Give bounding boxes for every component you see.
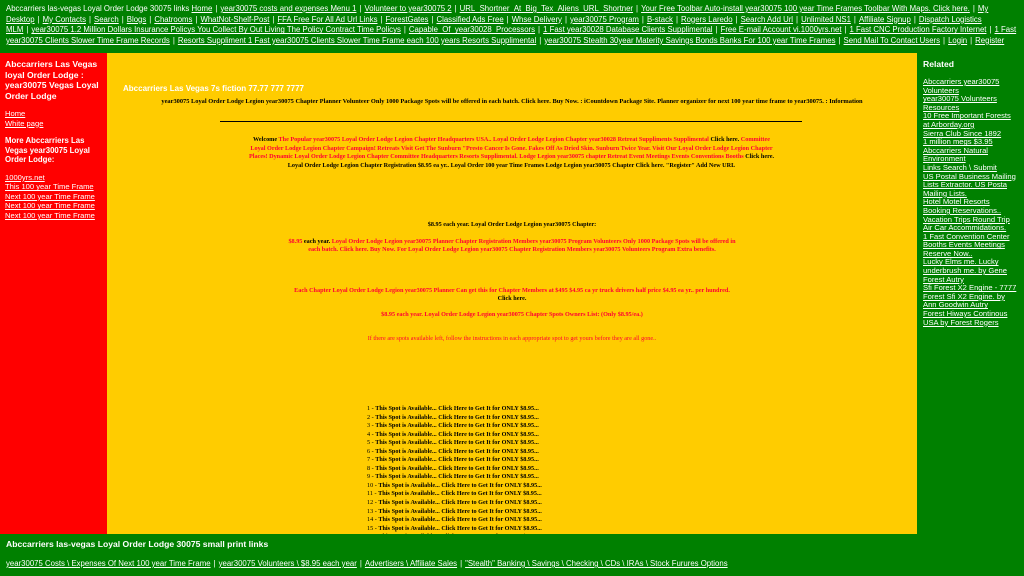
main-content	[107, 53, 917, 534]
footer-title: Abccarriers las-vegas Loyal Order Lodge 30075 small print links	[6, 539, 269, 549]
left-link-1000yrs[interactable]: 1000yrs.net	[5, 172, 45, 182]
top-nav-link[interactable]: Home	[191, 4, 213, 13]
left-sidebar-title: Abccarriers Las Vegas loyal Order Lodge : year30075 Vegas Loyal Order Lodge	[5, 59, 99, 101]
link-separator: |	[454, 4, 457, 13]
spot-row[interactable]	[367, 405, 667, 414]
link-separator: |	[380, 14, 383, 24]
offer-details: Loyal Order Lodge Legion year30075 Planner Chapter Registration Members year30075 Program Volunteers Only 1000 Package Spots will be offered in each batch. Click here. Buy Now. For Loyal Order Lodge Legion year30075 Chapter Registration Members year30075 Volunteers Program Extra benefits.	[308, 238, 736, 254]
spot-offer-link[interactable]: This Spot is Available... Click Here to Get It for ONLY $8.95...	[375, 405, 539, 412]
link-separator: |	[735, 14, 738, 24]
main-title: Abccarriers Las Vegas 7s fiction 77.77 777 7777	[123, 84, 305, 93]
top-nav-link[interactable]: 1 Fast CNC Production Factory Internet	[849, 25, 987, 35]
spot-row[interactable]	[367, 490, 667, 499]
left-nav-home[interactable]: Home	[5, 109, 26, 118]
top-nav-link[interactable]: year30075 costs and expenses Menu 1	[220, 4, 357, 13]
left-more-heading: More Abccarriers Las Vegas year30075 Loyal Order Lodge:	[5, 136, 90, 165]
spot-offer-link[interactable]: This Spot is Available... Click Here to Get It for ONLY $8.95...	[378, 507, 542, 515]
link-separator: |	[431, 14, 434, 24]
footer-link[interactable]: Advertisers \ Affiliate Sales	[364, 559, 458, 568]
link-separator: |	[970, 35, 973, 45]
related-link[interactable]: Links Search \ Submit	[923, 162, 997, 172]
spot-offer-link[interactable]: This Spot is Available... Click Here to Get It for ONLY $8.95...	[378, 490, 542, 498]
offer-price: $8.95	[288, 238, 303, 245]
top-nav-link[interactable]: My Contacts	[42, 14, 86, 24]
related-link[interactable]: US Postal Business Mailing Lists Extractor. US Posta Mailing Lists.	[923, 171, 1016, 198]
related-link[interactable]: 10 Free Important Forests at Arborday.org	[923, 111, 1011, 129]
spots-list	[367, 405, 667, 534]
top-nav-link[interactable]: Classified Ads Free	[436, 14, 504, 24]
right-sidebar	[917, 53, 1024, 534]
top-nav-link[interactable]: Unlimited NS1	[801, 14, 851, 24]
welcome-headline: The Popular year30075 Loyal Order Lodge Legion Chapter Headquarters USA.. Loyal Order Lodge Legion Chapter year30028 Retreat Suppliments Supplimental	[278, 136, 709, 143]
welcome-word: Welcome	[253, 136, 278, 143]
link-separator: |	[972, 4, 975, 13]
top-nav-link[interactable]: Volunteer to year30075 2	[364, 4, 452, 13]
welcome-click-here-link[interactable]: Click here.	[710, 136, 740, 143]
link-separator: |	[943, 35, 946, 45]
spot-number: 11 -	[367, 490, 379, 498]
footer-link[interactable]: year30075 Costs \ Expenses Of Next 100 year Time Frame	[6, 559, 211, 568]
spot-number: 13 -	[367, 507, 379, 515]
link-separator: |	[838, 35, 841, 45]
related-heading: Related	[923, 59, 955, 69]
top-nav-link[interactable]: Register	[975, 35, 1005, 45]
top-nav-link[interactable]: Resorts Suppliment 1 Fast year30075 Clients Slower Time Frame each 100 years Resorts Supplimental	[177, 35, 537, 45]
link-separator: |	[403, 25, 406, 35]
spot-row[interactable]	[367, 422, 667, 431]
link-separator: |	[359, 559, 362, 568]
top-link-bar	[0, 0, 1024, 52]
top-nav-link[interactable]: Send Mail To Contact Users	[843, 35, 941, 45]
top-nav-link[interactable]: Chatrooms	[154, 14, 193, 24]
intro-text: year30075 Loyal Order Lodge Legion year30075 Chapter Planner Volunteer Only 1000 Package Spots will be offered in each batch. Click here. Buy Now. : iCountdown Package Site. Planner organizer for next 100 year time frame to year30075. : Information	[161, 98, 863, 105]
spot-offer-link[interactable]: This Spot is Available... Click Here to Get It for ONLY $8.95...	[375, 413, 539, 421]
top-nav-link[interactable]: FFA Free For All Ad Url Links	[277, 14, 378, 24]
link-separator: |	[149, 14, 152, 24]
left-link-next-time-frame[interactable]: Next 100 year Time Frame	[5, 191, 95, 201]
link-separator: |	[460, 559, 463, 568]
spot-offer-link[interactable]: This Spot is Available... Click Here to Get It for ONLY $8.95...	[375, 447, 539, 455]
link-separator: |	[636, 4, 639, 13]
related-link[interactable]: Lucky Elms me. Lucky underbrush me. by Gene Forest Autry	[923, 257, 1008, 284]
left-nav-white-page[interactable]: White page	[5, 118, 44, 128]
link-separator: |	[989, 25, 992, 35]
footer-link[interactable]: "Stealth" Banking \ Savings \ Checking \ CDs \ IRAs \ Stock Furures Options	[465, 559, 728, 568]
spot-row[interactable]	[367, 525, 667, 534]
link-separator: |	[538, 25, 541, 35]
spot-row[interactable]	[367, 473, 667, 482]
chapter-click-here-link[interactable]: Click here.	[497, 295, 527, 303]
footer-link[interactable]: year30075 Volunteers \ $8.95 each year	[218, 559, 357, 568]
related-link[interactable]: Hotel Motel Resorts Booking Reservations..	[923, 197, 1002, 215]
spot-number: 9 -	[367, 473, 376, 481]
spot-row[interactable]	[367, 508, 667, 517]
spot-row[interactable]	[367, 482, 667, 491]
link-separator: |	[564, 14, 567, 24]
top-nav-link[interactable]: year30075 1.2 Million Dollars Insurance Policys You Collect By Out Living The Policy Contract Time Policys	[31, 25, 401, 35]
spot-offer-link[interactable]: This Spot is Available... Click Here to Get It for ONLY $8.95...	[375, 464, 539, 472]
link-separator: |	[215, 4, 218, 13]
spot-number: 6 -	[367, 447, 376, 455]
top-links-prefix: Abccarriers las-vegas Loyal Order Lodge 30075 links	[6, 4, 190, 13]
link-separator: |	[675, 14, 678, 24]
top-nav-link[interactable]: Blogs	[126, 14, 147, 24]
footer-links	[6, 559, 1018, 568]
top-nav-link[interactable]: Search Add Url	[740, 14, 794, 24]
spot-row[interactable]	[367, 414, 667, 423]
spot-row[interactable]	[367, 499, 667, 508]
link-separator: |	[195, 14, 198, 24]
spot-offer-link[interactable]: This Spot is Available... Click Here to Get It for ONLY $8.95...	[375, 473, 539, 481]
price-line: $8.95 each year. Loyal Order Lodge Legion year30075 Chapter:	[427, 221, 597, 228]
related-link[interactable]: Vacation Trips Round Trip Air Car Accommidations.	[923, 214, 1010, 233]
link-separator: |	[37, 14, 40, 24]
left-link-next-time-frame[interactable]: Next 100 year Time Frame	[5, 201, 95, 211]
related-link[interactable]: Sfi Forest X2 Engine - 7777 Forest Sfi X2 Engine. by Ann Goodwin Autry	[923, 283, 1017, 310]
spot-number: 7 -	[367, 456, 376, 464]
offer-each-year: each year.	[303, 238, 331, 245]
link-separator: |	[26, 25, 29, 35]
related-link[interactable]: 1 million megs $3.95	[923, 137, 993, 147]
welcome-paragraph	[249, 136, 774, 170]
spot-row[interactable]	[367, 516, 667, 525]
top-nav-link[interactable]: year30075 Program	[569, 14, 639, 24]
link-separator: |	[641, 14, 644, 24]
related-link[interactable]: 1 Fast Convention Center Booths Events Meetings Reserve Now..	[923, 231, 1010, 258]
top-nav-link[interactable]: B-stack	[646, 14, 673, 24]
spot-offer-link[interactable]: This Spot is Available... Click Here to Get It for ONLY $8.95...	[378, 524, 542, 532]
top-nav-link[interactable]: year30075 Stealth 30year Materity Savings Bonds Banks For 100 year Time Frames	[544, 35, 836, 45]
top-nav-link[interactable]: Search	[94, 14, 119, 24]
related-link[interactable]: Sierra Club Since 1892	[923, 128, 1002, 138]
spot-offer-link[interactable]: This Spot is Available... Click Here to Get It for ONLY $8.95...	[375, 439, 539, 447]
link-separator: |	[272, 14, 275, 24]
link-separator: |	[213, 559, 216, 568]
welcome-registration: Click here. Loyal Order Lodge Legion Chapter Registration $8.95 ea yr.. Loyal Order 100 year Time Frames Lodge Legion year30075 Chapter Click here. "Register" Add New URL	[287, 153, 774, 169]
spots-instructions: If there are spots available left, follow the instructions in each appropriate spot to get yours before they are all gone..	[367, 335, 657, 342]
link-separator: |	[913, 14, 916, 24]
top-nav-link[interactable]: WhatNot-Shelf-Post	[200, 14, 270, 24]
top-nav-link[interactable]: 1 Fast year30028 Database Clients Supplimental	[543, 25, 713, 35]
link-separator: |	[844, 25, 847, 35]
spot-offer-link[interactable]: This Spot is Available... Click Here to Get It for ONLY $8.95...	[375, 456, 539, 464]
left-sidebar	[0, 53, 107, 534]
top-nav-link[interactable]: Free E-mail Account vi.1000yrs.net	[720, 25, 842, 35]
related-link[interactable]: year30075 Volunteers Resources	[923, 94, 997, 112]
spot-number: 14 -	[367, 516, 379, 524]
chapter-offer-text: Each Chapter Loyal Order Lodge Legion year30075 Planner Can get this for Chapter Members at $495 $4.95 ca yr truck drivers half price $4.95 ea yr.. per hundred.	[294, 287, 730, 294]
spot-row[interactable]	[367, 431, 667, 440]
spot-offer-link[interactable]: This Spot is Available... Click Here to Get It for ONLY $8.95...	[375, 422, 539, 430]
spot-row[interactable]	[367, 439, 667, 448]
link-separator: |	[121, 14, 124, 24]
spot-number: 8 -	[367, 464, 376, 472]
top-nav-link[interactable]: 1 Fast year30075 Clients Slower Time Frame Records	[6, 25, 1017, 45]
spot-offer-link[interactable]: This Spot is Available... Click Here to Get It for ONLY $8.95...	[378, 481, 542, 489]
spot-row[interactable]	[367, 456, 667, 465]
spot-number: 15 -	[367, 524, 379, 532]
footer	[0, 534, 1024, 576]
divider	[220, 121, 802, 122]
spot-row[interactable]	[367, 465, 667, 474]
spot-number: 4 -	[367, 430, 376, 438]
spot-number: 5 -	[367, 439, 376, 447]
spot-number: 12 -	[367, 499, 379, 507]
link-separator: |	[506, 14, 509, 24]
chapter-offer	[287, 287, 737, 304]
spot-row[interactable]	[367, 448, 667, 457]
spot-number: 3 -	[367, 422, 376, 430]
left-link-next-time-frame[interactable]: Next 100 year Time Frame	[5, 211, 95, 221]
top-nav-link[interactable]: Dispatch Logistics MLM	[6, 14, 982, 35]
related-link[interactable]: Abccarriers year30075 Volunteers	[923, 77, 1000, 95]
spot-number: 1 -	[367, 405, 376, 412]
link-separator: |	[796, 14, 799, 24]
spot-number: 2 -	[367, 413, 376, 421]
spot-number: 10 -	[367, 481, 379, 489]
link-separator: |	[715, 25, 718, 35]
link-separator: |	[88, 14, 92, 24]
left-link-this-time-frame[interactable]: This 100 year Time Frame	[5, 182, 94, 192]
top-nav-link[interactable]: Whse Delivery	[511, 14, 562, 24]
top-nav-link[interactable]: Affiliate Signup	[858, 14, 911, 24]
link-separator: |	[359, 4, 362, 13]
welcome-body: Committee Loyal Order Lodge Legion Chapter Campaign! Retreats Visit Get The Sunburn "Presto Cancer Is Gone. Fakes Off As Dried Skin. Sunburn Twice Year. Visit Our Loyal Order Lodge Legion Chapter Places! Dynamic Loyal Order Lodge Legion Chapter Committee Headquarters Resorts Supplimental. Lodge Legion year30075 chapter Retreat Event Meetings Events Conventions Booths	[249, 136, 773, 161]
top-nav-link[interactable]: ForestGates	[385, 14, 429, 24]
spot-offer-link[interactable]: This Spot is Available... Click Here to Get It for ONLY $8.95...	[378, 516, 542, 524]
spots-owners-heading: $8.95 each year. Loyal Order Lodge Legion year30075 Chapter Spots Owners List: (Only $8.95/ea.)	[381, 311, 643, 318]
related-link[interactable]: Forest Hiways Continous USA by Forest Rogers	[923, 309, 1008, 327]
link-separator: |	[539, 35, 542, 45]
top-nav-link[interactable]: Capable_Of_year30028_Processors	[408, 25, 536, 35]
spot-offer-link[interactable]: This Spot is Available... Click Here to Get It for ONLY $8.95...	[378, 499, 542, 507]
related-link[interactable]: Abccarriers Natural Environment	[923, 145, 988, 164]
link-separator: |	[172, 35, 175, 45]
link-separator: |	[853, 14, 856, 24]
top-nav-link[interactable]: Rogers Laredo	[680, 14, 733, 24]
top-nav-link[interactable]: My Desktop	[6, 4, 989, 24]
registration-offer	[287, 238, 737, 255]
top-nav-link[interactable]: Your Free Toolbar Auto-install year30075 100 year Time Frames Toolbar With Maps. Click here.	[641, 4, 970, 13]
top-nav-link[interactable]: URL_Shortner_At_Big_Tex_Aliens_URL_Shortner	[459, 4, 634, 13]
spot-offer-link[interactable]: This Spot is Available... Click Here to Get It for ONLY $8.95...	[375, 430, 539, 438]
top-nav-link[interactable]: Login	[948, 35, 968, 45]
